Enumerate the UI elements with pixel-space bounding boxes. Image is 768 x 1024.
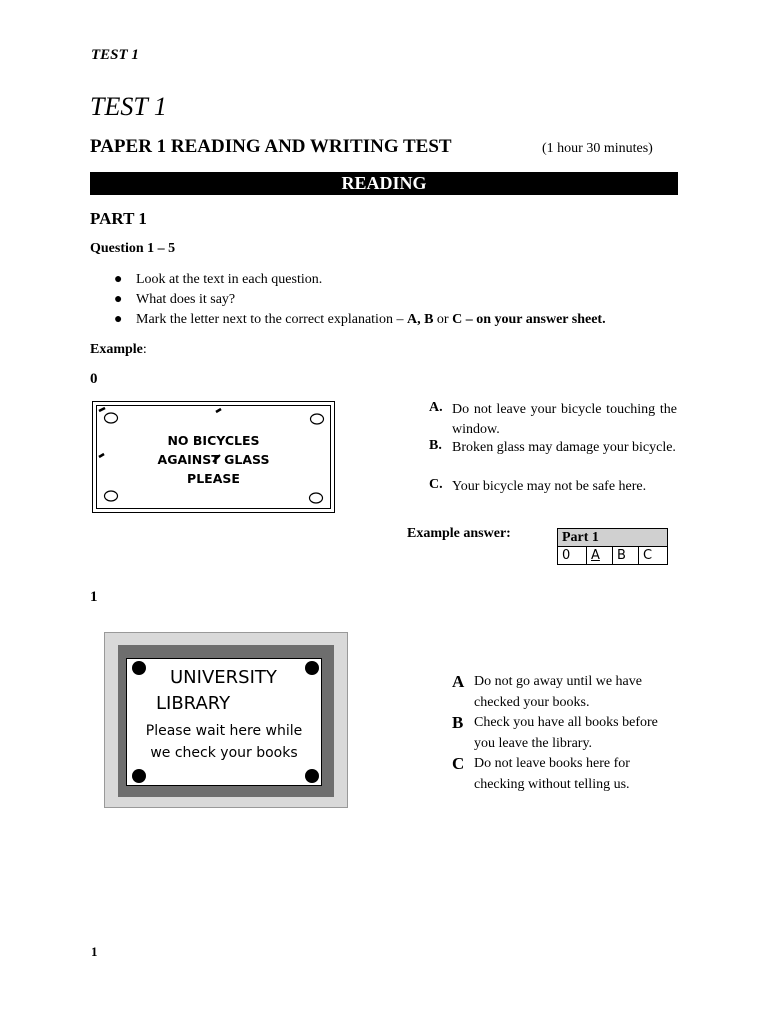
test-title: TEST 1	[90, 92, 167, 121]
answer-grid	[557, 528, 668, 565]
running-header: TEST 1	[91, 47, 139, 63]
dot-icon	[305, 769, 319, 783]
question-range: Question 1 – 5	[90, 241, 176, 256]
question-1-option-a: A Do not go away until we have checked your books.	[452, 672, 642, 710]
paper-title: PAPER 1 READING AND WRITING TEST	[90, 136, 452, 157]
question-1-option-c: C Do not leave books here for checking without telling us.	[452, 754, 630, 792]
dot-icon	[132, 769, 146, 783]
page-number: 1	[91, 944, 98, 959]
duration: (1 hour 30 minutes)	[542, 141, 653, 156]
instruction-item: ● Look at the text in each question.	[108, 270, 708, 290]
example-sign-text: NO BICYCLES AGAINST GLASS PLEASE	[157, 433, 270, 486]
section-bar: READING	[90, 172, 678, 195]
answer-grid-cell-selected: A	[587, 547, 613, 565]
example-option-b: B. Broken glass may damage your bicycle.	[429, 438, 676, 455]
question-1-number: 1	[90, 589, 98, 605]
part-heading: PART 1	[90, 209, 147, 228]
library-sign-title: UNIVERSITY LIBRARY	[156, 667, 277, 714]
example-answer-label: Example answer:	[407, 526, 511, 541]
answer-grid-header: Part 1	[558, 529, 668, 547]
bullet-icon: ●	[114, 312, 123, 327]
instruction-item: ● What does it say?	[108, 290, 708, 310]
example-label: Example:	[90, 342, 147, 357]
instructions-list	[108, 270, 708, 330]
bullet-icon: ●	[114, 272, 123, 287]
question-1-option-b: B Check you have all books before you leave the library.	[452, 713, 658, 751]
answer-grid-cell: 0	[558, 547, 587, 565]
answer-grid-cell: C	[639, 547, 668, 565]
example-option-a: A. Do not leave your bicycle touching the window.	[429, 400, 677, 437]
example-option-c: C. Your bicycle may not be safe here.	[429, 477, 647, 494]
example-number: 0	[90, 371, 98, 387]
instruction-item: ● Mark the letter next to the correct explanation – A, B or C – on your answer sheet.	[108, 310, 708, 330]
library-sign-body: Please wait here while we check your books	[145, 723, 303, 761]
bullet-icon: ●	[114, 292, 123, 307]
answer-grid-cell: B	[613, 547, 639, 565]
